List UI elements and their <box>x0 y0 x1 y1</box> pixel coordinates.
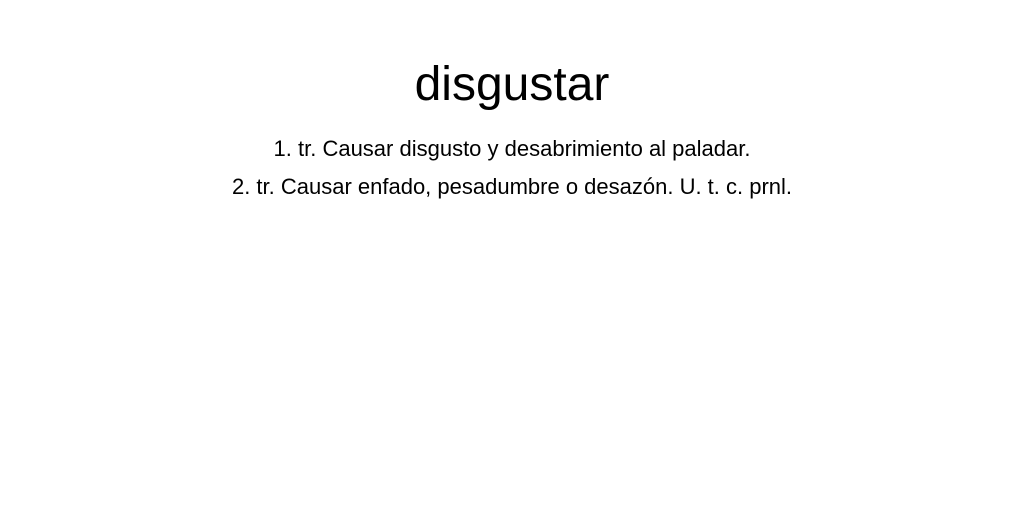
definition-2: 2. tr. Causar enfado, pesadumbre o desazón. U. t. c. prnl. <box>231 174 793 199</box>
definition-1: 1. tr. Causar disgusto y desabrimiento al paladar. <box>273 136 751 161</box>
headword: disgustar <box>414 58 610 111</box>
definition-list <box>0 130 1024 206</box>
